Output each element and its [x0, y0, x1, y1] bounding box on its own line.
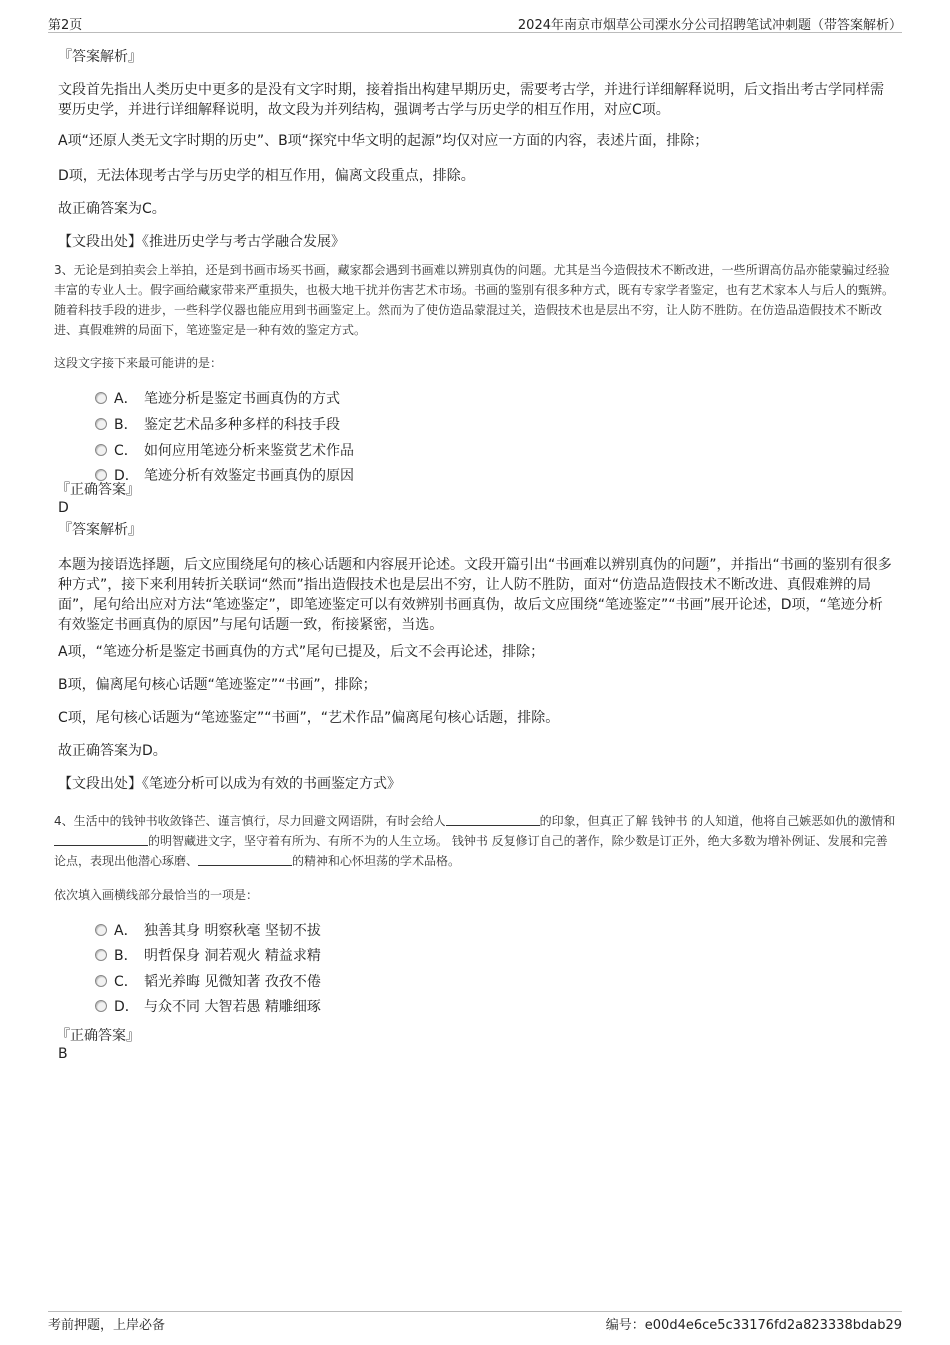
page-header	[48, 14, 902, 32]
analysis-paragraph: B项，偏离尾句核心话题“笔迹鉴定”“书画”，排除；	[58, 677, 377, 693]
fill-blank	[198, 853, 292, 866]
header-divider	[48, 32, 902, 33]
analysis-label: 『答案解析』	[58, 49, 142, 65]
radio-button[interactable]	[95, 418, 107, 430]
fill-blank	[446, 813, 540, 826]
question-stem: 3、无论是到拍卖会上举拍，还是到书画市场买书画，藏家都会遇到书画难以辨别真伪的问题。尤其是当今造假技术不断改进，一些所谓高仿品亦能蒙骗过经验丰富的专业人士。假字画给藏家带来严重损失，也极大地干扰并伤害艺术市场。书画的鉴别有很多种方式，既有专家学者鉴定，也有艺术家本人与后人的甄辨。随着科技手段的进步，一些科学仪器也能应用到书画鉴定上。然而为了使仿造品蒙混过关，造假技术也是层出不穷，让人防不胜防。在仿造品造假技术不断改进、真假难辨的局面下，笔迹鉴定是一种有效的鉴定方式。	[54, 263, 895, 337]
analysis-paragraph: 文段首先指出人类历史中更多的是没有文字时期，接着指出构建早期历史，需要考古学，并进行详细解释说明，后文指出考古学同样需要历史学，并进行详细解释说明，故文段为并列结构，强调考古学与历史学的相互作用，对应C项。	[58, 82, 884, 118]
radio-button[interactable]	[95, 924, 107, 936]
option-c[interactable]: C． 韬光养晦 见微知著 孜孜不倦	[95, 972, 321, 992]
footer-divider	[48, 1311, 902, 1312]
document-title: 2024年南京市烟草公司溧水分公司招聘笔试冲刺题（带答案解析）	[517, 18, 902, 33]
option-b[interactable]: B． 鉴定艺术品多种多样的科技手段	[95, 415, 340, 435]
answer-value: D	[58, 500, 69, 516]
option-d[interactable]: D． 与众不同 大智若愚 精雕细琢	[95, 997, 321, 1017]
analysis-paragraph: 故正确答案为C。	[58, 201, 166, 217]
radio-button[interactable]	[95, 949, 107, 961]
option-d[interactable]: D． 笔迹分析有效鉴定书画真伪的原因	[95, 466, 354, 486]
question-stem: 4、生活中的钱钟书收敛锋芒、谨言慎行，尽力回避文网语阱，有时会给人 的印象，但真正了解 钱钟书 的人知道，他将自己嫉恶如仇的激情和的明智藏进文字，坚守着有所为、有所不为的人生立场。 钱钟书 反复修订自己的著作，除少数是订正外，绝大多数为增补例证、发展和完善论点，表现出他潜心琢磨、 的精神和心怀坦荡的学术品格。	[54, 814, 896, 868]
radio-button[interactable]	[95, 444, 107, 456]
analysis-paragraph: D项，无法体现考古学与历史学的相互作用，偏离文段重点，排除。	[58, 168, 475, 184]
analysis-paragraph: A项“还原人类无文字时期的历史”、B项“探究中华文明的起源”均仅对应一方面的内容，表述片面，排除；	[58, 133, 709, 149]
radio-button[interactable]	[95, 392, 107, 404]
page-number: 第2页	[48, 18, 83, 33]
answer-label: 『正确答案』	[56, 1028, 140, 1044]
document-id: 编号：e00d4e6ce5c33176fd2a823338bdab29	[605, 1318, 902, 1333]
source-citation: 【文段出处】《笔迹分析可以成为有效的书画鉴定方式》	[58, 776, 401, 792]
page-footer	[48, 1314, 902, 1332]
radio-button[interactable]	[95, 975, 107, 987]
option-b[interactable]: B． 明哲保身 洞若观火 精益求精	[95, 946, 321, 966]
analysis-label: 『答案解析』	[58, 522, 142, 538]
analysis-paragraph: 故正确答案为D。	[58, 743, 167, 759]
analysis-paragraph: 本题为接语选择题，后文应围绕尾句的核心话题和内容展开论述。文段开篇引出“书画难以辨别真伪的问题”，并指出“书画的鉴别有很多种方式”，接下来利用转折关联词“然而”指出造假技术也是层出不穷，让人防不胜防，面对“仿造品造假技术不断改进、真假难辨的局面”，尾句给出应对方法“笔迹鉴定”，即笔迹鉴定可以有效辨别书画真伪，故后文应围绕“笔迹鉴定”“书画”展开论述，D项，“笔迹分析有效鉴定书画真伪的原因”与尾句话题一致，衔接紧密，当选。	[58, 557, 892, 633]
option-c[interactable]: C． 如何应用笔迹分析来鉴赏艺术作品	[95, 441, 354, 461]
footer-slogan: 考前押题，上岸必备	[48, 1318, 166, 1333]
analysis-paragraph: A项，“笔迹分析是鉴定书画真伪的方式”尾句已提及，后文不会再论述，排除；	[58, 644, 545, 660]
source-citation: 【文段出处】《推进历史学与考古学融合发展》	[58, 234, 345, 250]
analysis-paragraph: C项，尾句核心话题为“笔迹鉴定”“书画”，“艺术作品”偏离尾句核心话题，排除。	[58, 710, 560, 726]
question-prompt: 这段文字接下来最可能讲的是：	[54, 356, 223, 370]
question-prompt: 依次填入画横线部分最恰当的一项是：	[54, 888, 259, 902]
answer-value: B	[58, 1046, 68, 1062]
option-a[interactable]: A． 笔迹分析是鉴定书画真伪的方式	[95, 389, 340, 409]
radio-button[interactable]	[95, 1000, 107, 1012]
answer-label: 『正确答案』	[56, 482, 140, 498]
fill-blank	[54, 833, 148, 846]
option-a[interactable]: A． 独善其身 明察秋毫 坚韧不拔	[95, 921, 321, 941]
